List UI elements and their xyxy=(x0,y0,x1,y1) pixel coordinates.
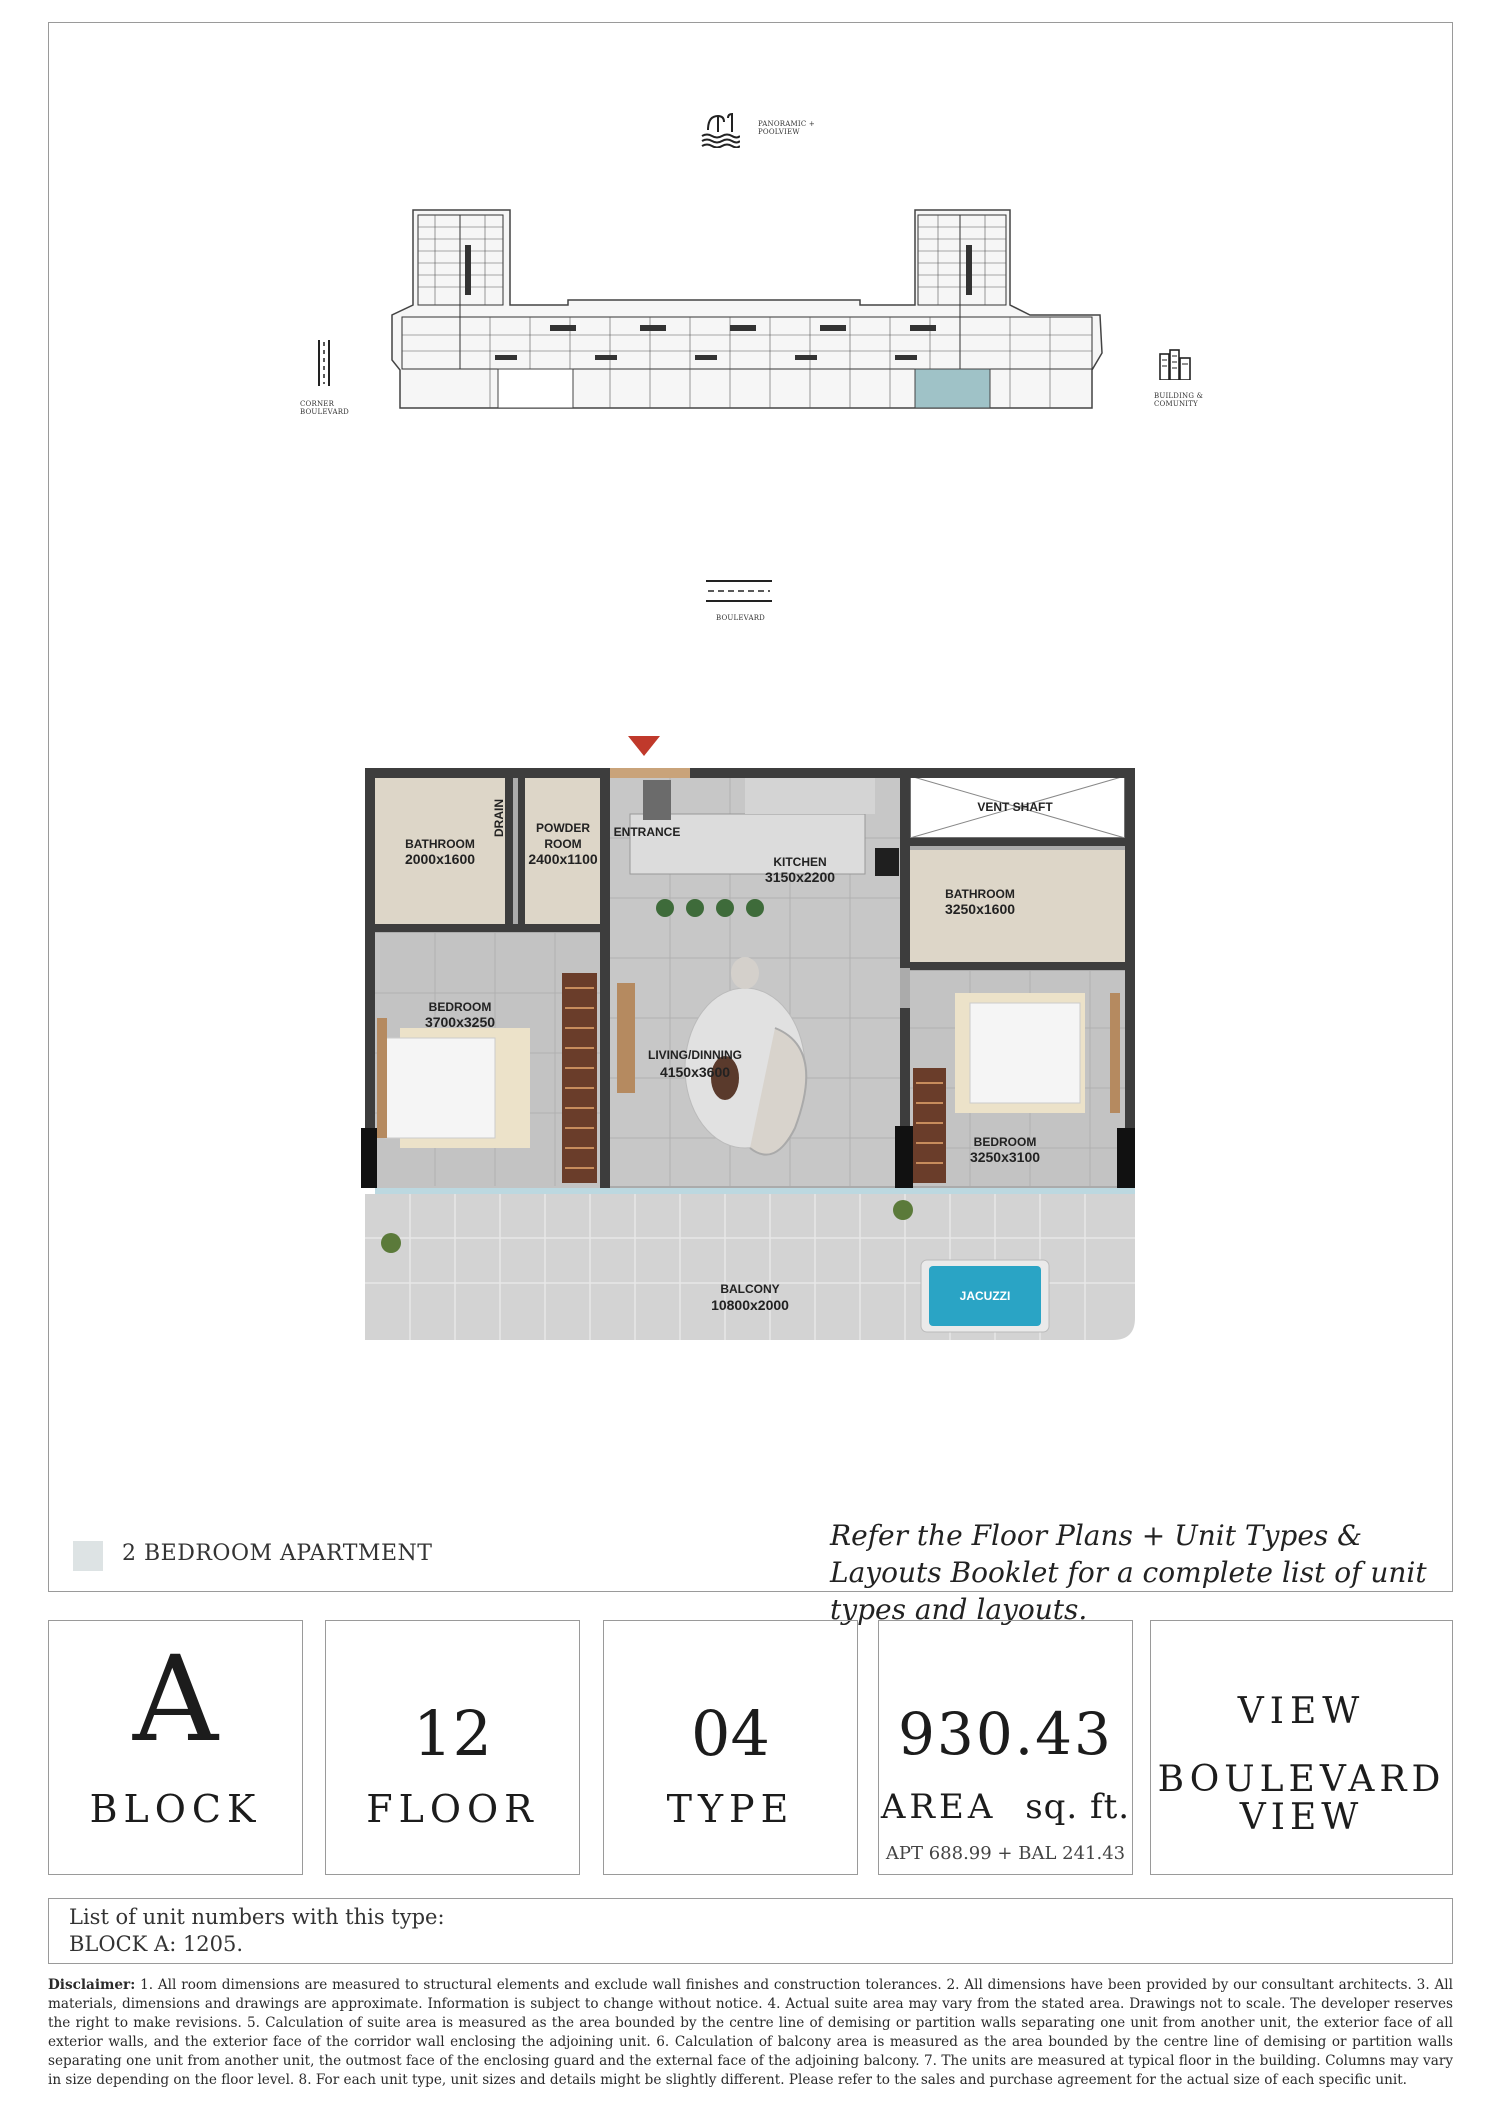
room-size-balcony: 10800x2000 xyxy=(711,1297,789,1313)
entrance-label: ENTRANCE xyxy=(613,825,681,839)
floor-box xyxy=(325,1620,580,1875)
entrance-marker-icon xyxy=(628,736,660,756)
room-size-powder-room: 2400x1100 xyxy=(528,851,598,867)
room-size-kitchen: 3150x2200 xyxy=(764,869,836,885)
area-value: 930.43 xyxy=(898,1700,1113,1768)
drain-label: DRAIN xyxy=(492,799,506,837)
floor-value: 12 xyxy=(413,1697,492,1770)
room-size-living: 4150x3600 xyxy=(659,1064,731,1080)
disclaimer-label: Disclaimer: xyxy=(48,1977,136,1993)
view-value-line2: VIEW xyxy=(1239,1797,1364,1838)
room-label-bedroom-1: BEDROOM xyxy=(428,1000,492,1014)
building-icon xyxy=(1158,348,1192,380)
room-label-jacuzzi: JACUZZI xyxy=(959,1289,1011,1303)
type-box xyxy=(603,1620,858,1875)
highlighted-unit xyxy=(915,369,990,408)
room-label-powder-room-1: POWDER xyxy=(536,821,590,835)
road-icon xyxy=(706,580,772,602)
block-box xyxy=(48,1620,303,1875)
key-plan xyxy=(390,205,1110,493)
area-box xyxy=(878,1620,1133,1875)
room-label-bedroom-2: BEDROOM xyxy=(973,1135,1037,1149)
refer-note: Refer the Floor Plans + Unit Types & Layouts Booklet for a complete list of unit types and layouts. xyxy=(830,1519,1427,1626)
floor-label: FLOOR xyxy=(366,1787,539,1831)
unit-list-box xyxy=(48,1898,1453,1964)
room-label-bathroom-1: BATHROOM xyxy=(405,837,475,851)
room-label-balcony: BALCONY xyxy=(720,1282,780,1296)
room-size-bedroom-1: 3700x3250 xyxy=(424,1014,496,1030)
road-icon xyxy=(318,340,330,386)
disclaimer xyxy=(48,1976,1453,2090)
room-label-powder-room-2: ROOM xyxy=(544,837,582,851)
type-label: TYPE xyxy=(666,1787,795,1831)
type-value: 04 xyxy=(691,1697,770,1770)
area-label-row xyxy=(879,1787,1132,1827)
area-unit: sq. ft. xyxy=(1025,1787,1131,1827)
disclaimer-text: 1. All room dimensions are measured to structural elements and exclude wall finishes and construction tolerances. 2. All dimensions have been provided by our consultant architects. 3. All materials, dimensions and drawings are approximate. Information is subject to change without notice. 4. Actual suite area may vary from the stated area. Drawings not to scale. The developer reserves the right to make revisions. 5. Calculation of suite area is measured as the area bounded by the centre line of demising or partition walls separating one unit from another unit, the exterior face of all exterior walls, and the exterior face of the corridor wall enclosing the adjoining unit. 6. Calculation of balcony area is measured as the area bounded by the centre line of demising or partition walls separating one unit from another unit, the outmost face of the enclosing guard and the external face of the adjoining balcony. 7. The units are measured at typical floor in the building. Columns may vary in size depending on the floor level. 8. For each unit type, unit sizes and details might be slightly different. Please refer to the sales and purchase agreement for the actual size of each specific unit. xyxy=(48,1977,1453,2088)
room-size-bedroom-2: 3250x3100 xyxy=(969,1149,1041,1165)
view-box xyxy=(1150,1620,1453,1875)
view-left-label: CORNER BOULEVARD xyxy=(300,400,349,416)
view-right-label: BUILDING & COMUNITY xyxy=(1154,392,1204,408)
legend-swatch xyxy=(73,1541,103,1571)
unit-floor-plan xyxy=(355,728,1145,1340)
block-label: BLOCK xyxy=(89,1787,262,1831)
unit-list-title: List of unit numbers with this type: xyxy=(69,1905,445,1929)
area-breakdown: APT 688.99 + BAL 241.43 xyxy=(885,1843,1126,1864)
view-bottom-label: BOULEVARD xyxy=(716,614,765,622)
room-size-bathroom-1: 2000x1600 xyxy=(404,851,476,867)
room-label-bathroom-2: BATHROOM xyxy=(945,887,1015,901)
area-label: AREA xyxy=(880,1787,997,1827)
pool-view-icon xyxy=(700,110,740,148)
vent-shaft-label: VENT SHAFT xyxy=(977,800,1053,814)
view-title: VIEW xyxy=(1237,1691,1366,1732)
room-size-bathroom-2: 3250x1600 xyxy=(944,901,1016,917)
view-value-line1: BOULEVARD xyxy=(1157,1759,1446,1800)
legend-label: 2 BEDROOM APARTMENT xyxy=(122,1541,433,1566)
view-top-label: PANORAMIC + POOLVIEW xyxy=(758,120,815,136)
room-label-kitchen: KITCHEN xyxy=(773,855,827,869)
unit-list-values: BLOCK A: 1205. xyxy=(69,1932,244,1956)
room-label-living: LIVING/DINNING xyxy=(647,1048,743,1062)
block-value: A xyxy=(132,1630,219,1768)
